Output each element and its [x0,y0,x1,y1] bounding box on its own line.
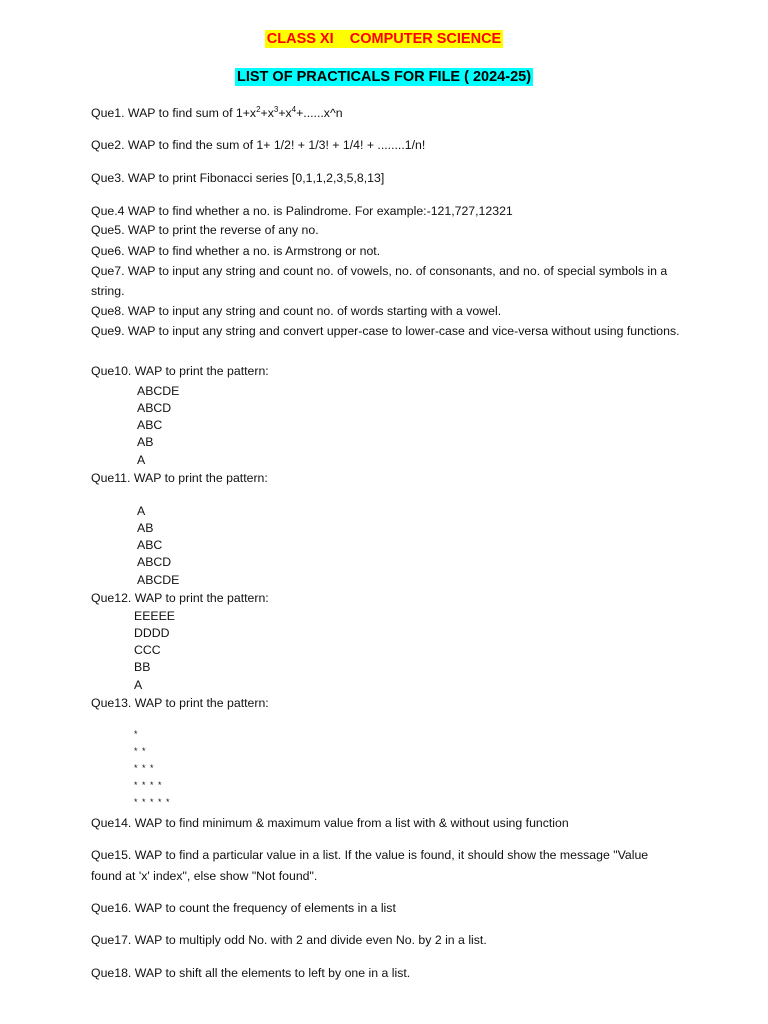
pattern-12-line: BB [134,660,151,674]
pattern-10-line: A [137,453,146,467]
question-1 [91,105,343,121]
question-9: Que9. WAP to input any string and convert upper-case to lower-case and vice-versa without using functions. [91,324,680,338]
question-3: Que3. WAP to print Fibonacci series [0,1,1,2,3,5,8,13] [91,171,385,185]
class-title-text: CLASS XI COMPUTER SCIENCE [266,31,502,47]
pattern-12-line: A [134,678,143,692]
pattern-13-line: * * [134,746,147,756]
question-11: Que11. WAP to print the pattern: [91,471,268,485]
pattern-11-line: AB [137,521,154,535]
question-6: Que6. WAP to find whether a no. is Armstrong or not. [91,244,381,258]
question-17: Que17. WAP to multiply odd No. with 2 and divide even No. by 2 in a list. [91,933,487,947]
question-13: Que13. WAP to print the pattern: [91,696,269,710]
question-18: Que18. WAP to shift all the elements to left by one in a list. [91,966,411,980]
q1-exp-3: 3 [273,105,279,114]
question-12: Que12. WAP to print the pattern: [91,591,269,605]
question-15: Que15. WAP to find a particular value in a list. If the value is found, it should show the message "Value found at 'x' index", else show "Not found". [91,848,649,883]
question-14: Que14. WAP to find minimum & maximum value from a list with & without using function [91,816,569,830]
q1-term-x4: +x [278,106,292,120]
q1-exp-4: 4 [291,105,297,114]
pattern-10-line: ABCD [137,401,172,415]
pattern-12-line: CCC [134,643,161,657]
pattern-10-line: ABCDE [137,384,180,398]
pattern-11-line: A [137,504,146,518]
pattern-12-line: EEEEE [134,609,176,623]
pattern-10-line: ABC [137,418,163,432]
pattern-11-line: ABCD [137,555,172,569]
pattern-13-line: * * * [134,763,155,773]
list-title [0,68,768,86]
pattern-13-line: * * * * * [134,797,171,807]
question-4: Que.4 WAP to find whether a no. is Palindrome. For example:-121,727,12321 [91,204,513,218]
q1-term-x3: +x [260,106,274,120]
pattern-13-line: * * * * [134,780,163,790]
class-title [0,30,768,48]
list-title-text: LIST OF PRACTICALS FOR FILE ( 2024-25) [236,69,532,85]
pattern-13-line: * [134,729,139,739]
question-5: Que5. WAP to print the reverse of any no. [91,223,319,237]
question-8: Que8. WAP to input any string and count no. of words starting with a vowel. [91,304,502,318]
q1-suffix: +......x^n [296,106,343,120]
question-16: Que16. WAP to count the frequency of elements in a list [91,901,396,915]
pattern-11-line: ABC [137,538,163,552]
q1-prefix: Que1. WAP to find sum of 1+x [91,106,257,120]
pattern-12-line: DDDD [134,626,170,640]
question-2: Que2. WAP to find the sum of 1+ 1/2! + 1/3! + 1/4! + ........1/n! [91,138,426,152]
q1-exp-2: 2 [256,105,261,114]
pattern-11-line: ABCDE [137,573,180,587]
question-7: Que7. WAP to input any string and count no. of vowels, no. of consonants, and no. of special symbols in a string. [91,264,668,298]
question-10: Que10. WAP to print the pattern: [91,364,269,378]
pattern-10-line: AB [137,435,154,449]
